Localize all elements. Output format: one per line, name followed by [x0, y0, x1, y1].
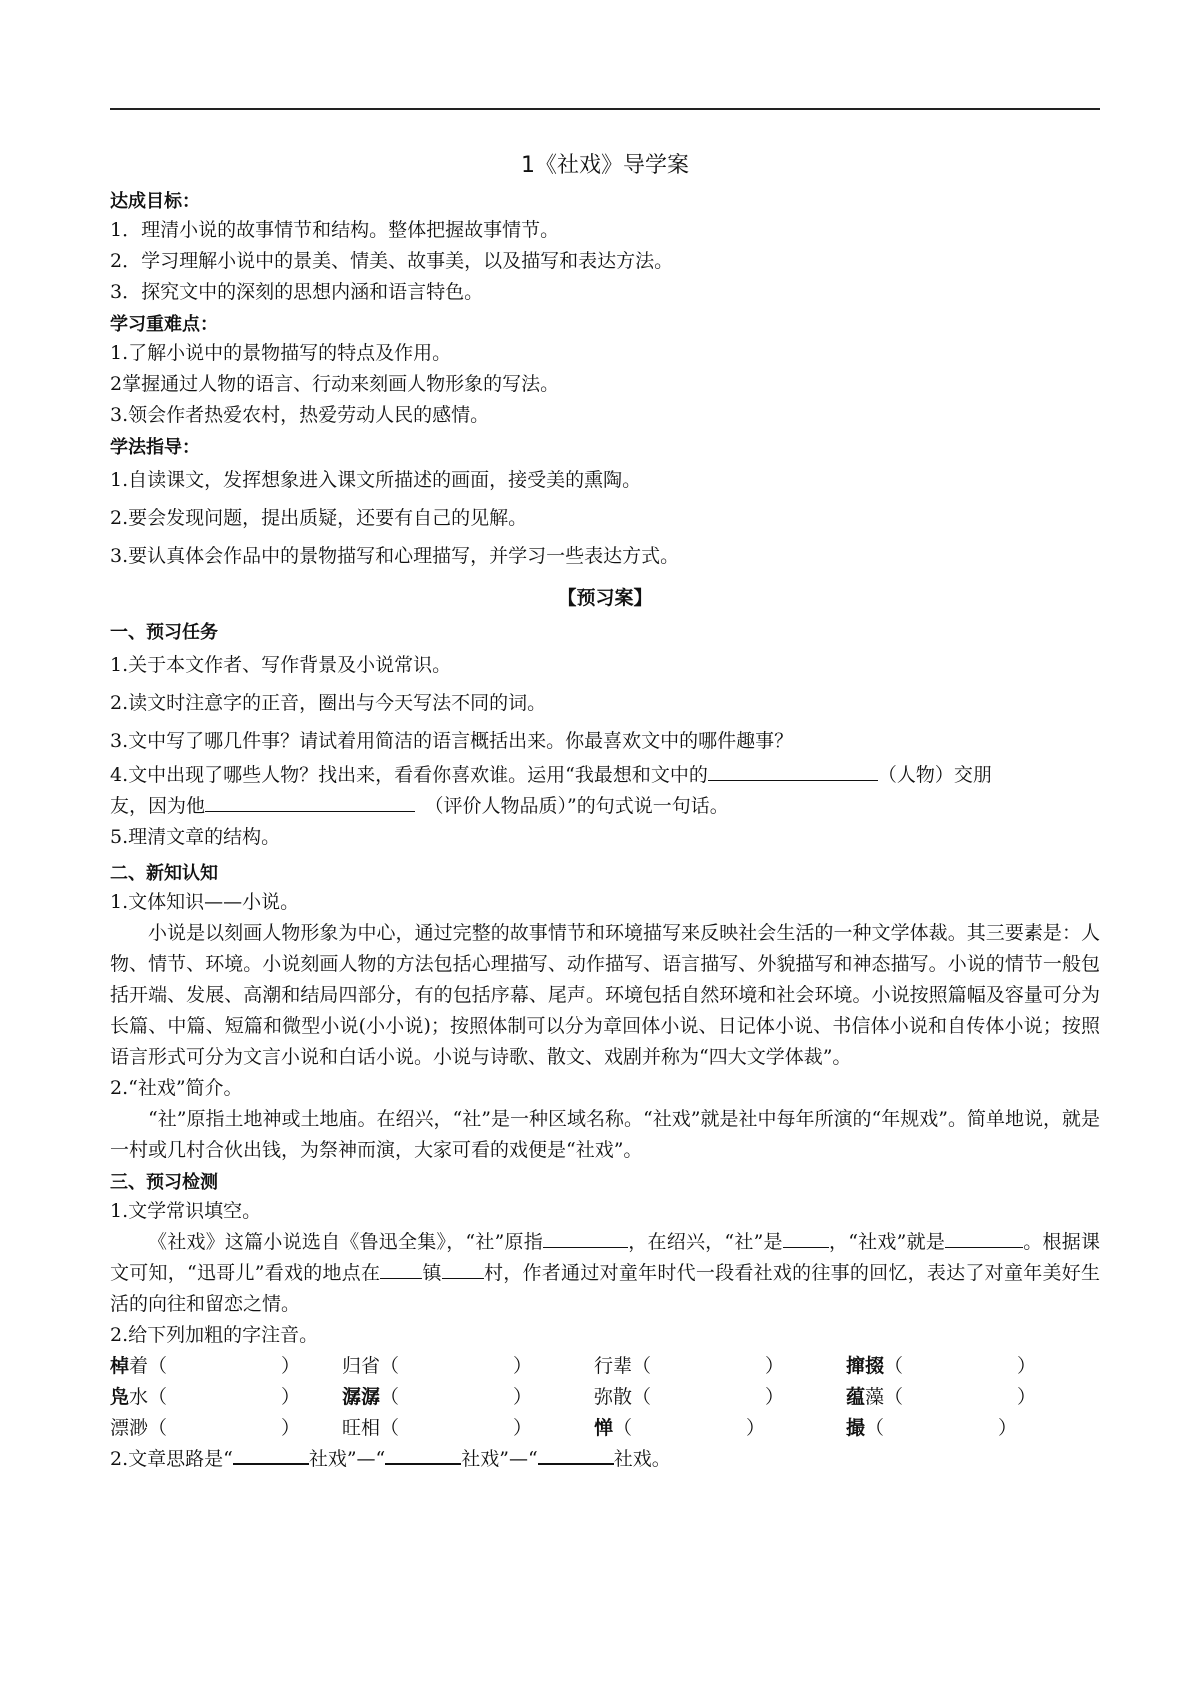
knowledge-2-paragraph: “社”原指土地神或土地庙。在绍兴，“社”是一种区域名称。“社戏”就是社中每年所演的“年规戏”。简单地说，就是一村或几村合伙出钱，为祭神而演，大家可看的戏便是“社戏”。 [110, 1108, 1100, 1161]
method-item: 2.要会发现问题，提出质疑，还要有自己的见解。 [110, 507, 528, 529]
goals-heading: 达成目标： [110, 191, 200, 212]
task4-text-b: （人物）交朋 [877, 764, 992, 786]
structure-text: 社戏。 [613, 1448, 671, 1470]
check1-text: 《社戏》这篇小说选自《鲁迅全集》，“社”原指 [148, 1231, 544, 1253]
pinyin-item: 弥散（ ） [594, 1386, 785, 1408]
structure-text: 社戏”—“ [308, 1448, 386, 1470]
fill-blank[interactable] [385, 1444, 461, 1465]
check-heading: 三、预习检测 [110, 1172, 218, 1193]
pinyin-item: 行辈（ ） [594, 1355, 785, 1377]
difficulty-item: 2掌握通过人物的语言、行动来刻画人物形象的写法。 [110, 373, 560, 395]
worksheet [110, 140, 1100, 1475]
structure-text: 社戏”—“ [461, 1448, 538, 1470]
fill-blank[interactable] [538, 1444, 614, 1465]
check1-text: 就是 [906, 1231, 946, 1253]
check-1-title: 1.文学常识填空。 [110, 1200, 262, 1222]
pinyin-item: 棹着（ ） [110, 1355, 301, 1377]
check1-text: 村，作者通过对童年时代一段看社 [483, 1262, 773, 1284]
difficulties-heading: 学习重难点： [110, 314, 218, 335]
check1-text: ，在绍兴，“社”是 [628, 1231, 783, 1253]
check1-text: 戏的往事的回忆，表达了对童年美好生活的向往和留恋之情。 [110, 1262, 1100, 1315]
task-item: 1.关于本文作者、写作背景及小说常识。 [110, 654, 452, 676]
fill-blank[interactable] [380, 1259, 422, 1279]
fill-blank[interactable] [442, 1259, 484, 1279]
fill-blank[interactable] [945, 1228, 1023, 1248]
fill-blank[interactable] [543, 1228, 628, 1248]
pinyin-item: 归省（ ） [342, 1355, 533, 1377]
page-title: 1《社戏》导学案 [521, 153, 689, 178]
structure-line [110, 1444, 1100, 1475]
task-item-4 [110, 760, 1100, 822]
structure-text: 2.文章思路是“ [110, 1448, 233, 1470]
preview-heading: 【预习案】 [557, 587, 653, 609]
pinyin-item: 撺掇（ ） [846, 1355, 1037, 1377]
knowledge-heading: 二、新知认知 [110, 863, 218, 884]
task-item: 2.读文时注意字的正音，圈出与今天写法不同的词。 [110, 692, 547, 714]
knowledge-1-title: 1.文体知识——小说。 [110, 891, 300, 913]
method-item: 3.要认真体会作品中的景物描写和心理描写，并学习一些表达方式。 [110, 545, 680, 567]
fill-blank[interactable] [233, 1444, 309, 1465]
check-1-paragraph [110, 1227, 1100, 1320]
task4-text-c: 友，因为他 [110, 795, 206, 817]
difficulty-item: 3.领会作者热爱农村，热爱劳动人民的感情。 [110, 404, 490, 426]
knowledge-2-title: 2.“社戏”简介。 [110, 1077, 243, 1099]
difficulty-item: 1.了解小说中的景物描写的特点及作用。 [110, 342, 452, 364]
pinyin-item: 旺相（ ） [342, 1417, 533, 1439]
goal-item: 1．理清小说的故事情节和结构。整体把握故事情节。 [110, 219, 560, 241]
fill-blank[interactable] [708, 761, 878, 781]
task-item: 3.文中写了哪几件事？请试着用简洁的语言概括出来。你最喜欢文中的哪件趣事？ [110, 730, 794, 752]
method-item: 1.自读课文，发挥想象进入课文所描述的画面，接受美的熏陶。 [110, 469, 642, 491]
pinyin-item: 惮（ ） [594, 1417, 766, 1439]
task4-text-a: 4.文中出现了哪些人物？找出来，看看你喜欢谁。运用“我最想和文中的 [110, 764, 708, 786]
check1-text: 镇 [422, 1262, 442, 1284]
task4-text-d: （评价人物品质）”的句式说一句话。 [434, 795, 729, 817]
header-rule [110, 108, 1100, 110]
fill-blank[interactable] [205, 792, 415, 812]
pinyin-item: 撮（ ） [846, 1417, 1018, 1439]
check-2-title: 2.给下列加粗的字注音。 [110, 1324, 319, 1346]
pinyin-grid [110, 1351, 1100, 1444]
goal-item: 3．探究文中的深刻的思想内涵和语言特色。 [110, 281, 484, 303]
pinyin-item: 蕴藻（ ） [846, 1386, 1037, 1408]
knowledge-1-paragraph: 小说是以刻画人物形象为中心，通过完整的故事情节和环境描写来反映社会生活的一种文学体裁。其三要素是：人物、情节、环境。小说刻画人物的方法包括心理描写、动作描写、语言描写、外貌描写和神态描写。小说的情节一般包括开端、发展、高潮和结局四部分，有的包括序幕、尾声。环境包括自然环境和社会环境。小说按照篇幅及容量可分为长篇、中篇、短篇和微型小说(小小说)；按照体制可以分为章回体小说、日记体小说、书信体小说和自传体小说；按照语言形式可分为文言小说和白话小说。小说与诗歌、散文、戏剧并称为“四大文学体裁”。 [110, 922, 1100, 1068]
method-heading: 学法指导： [110, 437, 200, 458]
tasks-heading: 一、预习任务 [110, 622, 218, 643]
check1-text: 。根据课文可知，“迅哥儿”看戏的地点在 [110, 1231, 1100, 1284]
check1-text: ，“社戏” [828, 1231, 907, 1253]
goal-item: 2．学习理解小说中的景美、情美、故事美，以及描写和表达方法。 [110, 250, 674, 272]
pinyin-item: 潺潺（ ） [342, 1386, 533, 1408]
pinyin-item: 漂渺（ ） [110, 1417, 301, 1439]
task-item: 5.理清文章的结构。 [110, 826, 281, 848]
pinyin-item: 凫水（ ） [110, 1386, 301, 1408]
fill-blank[interactable] [783, 1228, 829, 1248]
